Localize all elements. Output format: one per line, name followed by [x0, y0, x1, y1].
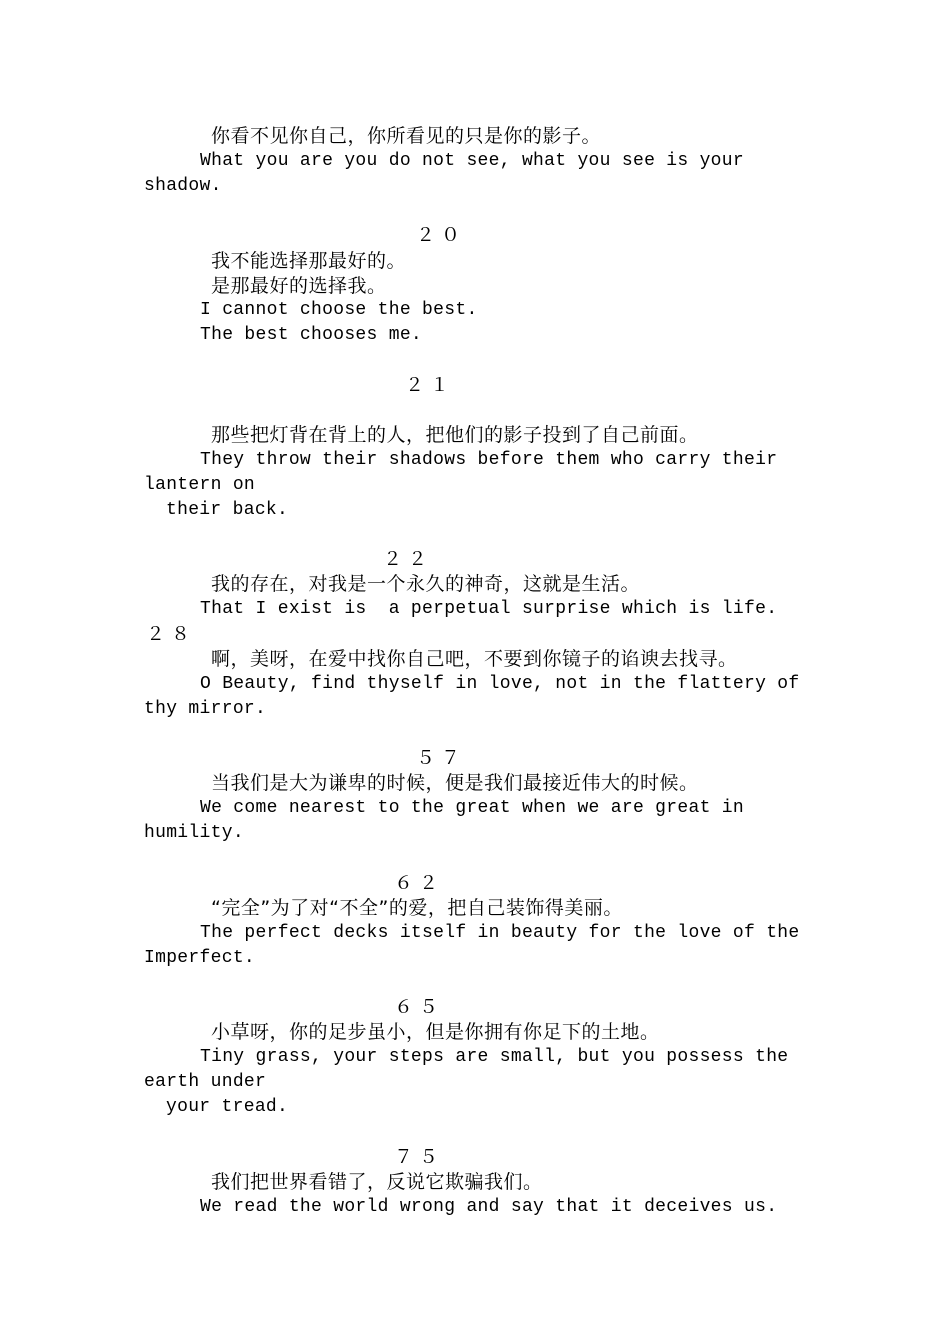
en-line: I cannot choose the best. [200, 300, 478, 320]
zh-line: 我不能选择那最好的。 [211, 250, 407, 272]
verse-number: ７５ [394, 1146, 445, 1168]
en-line: They throw their shadows before them who carry their [200, 450, 778, 470]
en-line: lantern on [144, 475, 256, 495]
en-line: The best chooses me. [200, 325, 423, 345]
en-line: their back. [166, 500, 289, 520]
en-line: What you are you do not see, what you see is your [200, 151, 744, 171]
en-line: That I exist is a perpetual surprise which is life. [200, 599, 778, 619]
en-line: earth under [144, 1072, 267, 1092]
zh-line: 我的存在，对我是一个永久的神奇，这就是生活。 [211, 573, 641, 595]
en-line: Tiny grass, your steps are small, but you possess the [200, 1047, 789, 1067]
en-line: We read the world wrong and say that it deceives us. [200, 1197, 778, 1217]
zh-line: 你看不见你自己，你所看见的只是你的影子。 [211, 125, 602, 147]
verse-number: ６２ [394, 872, 445, 894]
zh-line: 是那最好的选择我。 [211, 275, 387, 297]
en-line: humility. [144, 823, 244, 843]
en-line: The perfect decks itself in beauty for the love of the [200, 923, 800, 943]
verse-number: ２０ [416, 224, 467, 246]
verse-number: ６５ [394, 996, 445, 1018]
zh-line: 我们把世界看错了，反说它欺骗我们。 [211, 1171, 543, 1193]
en-line: shadow. [144, 176, 222, 196]
verse-number: ５７ [416, 747, 467, 769]
zh-line: “完全”为了对“不全”的爱，把自己装饰得美丽。 [211, 897, 623, 919]
zh-line: 啊，美呀，在爱中找你自己吧，不要到你镜子的谄谀去找寻。 [211, 648, 738, 670]
en-line: Imperfect. [144, 948, 256, 968]
en-line: thy mirror. [144, 699, 267, 719]
zh-line: 小草呀，你的足步虽小，但是你拥有你足下的土地。 [211, 1021, 660, 1043]
verse-number: ２２ [383, 548, 434, 570]
verse-number: ２８ [146, 623, 197, 645]
en-line: your tread. [166, 1097, 289, 1117]
zh-line: 那些把灯背在背上的人，把他们的影子投到了自己前面。 [211, 424, 699, 446]
zh-line: 当我们是大为谦卑的时候，便是我们最接近伟大的时候。 [211, 772, 699, 794]
verse-number: ２１ [405, 374, 456, 396]
en-line: O Beauty, find thyself in love, not in the flattery of [200, 674, 800, 694]
en-line: We come nearest to the great when we are great in [200, 798, 744, 818]
